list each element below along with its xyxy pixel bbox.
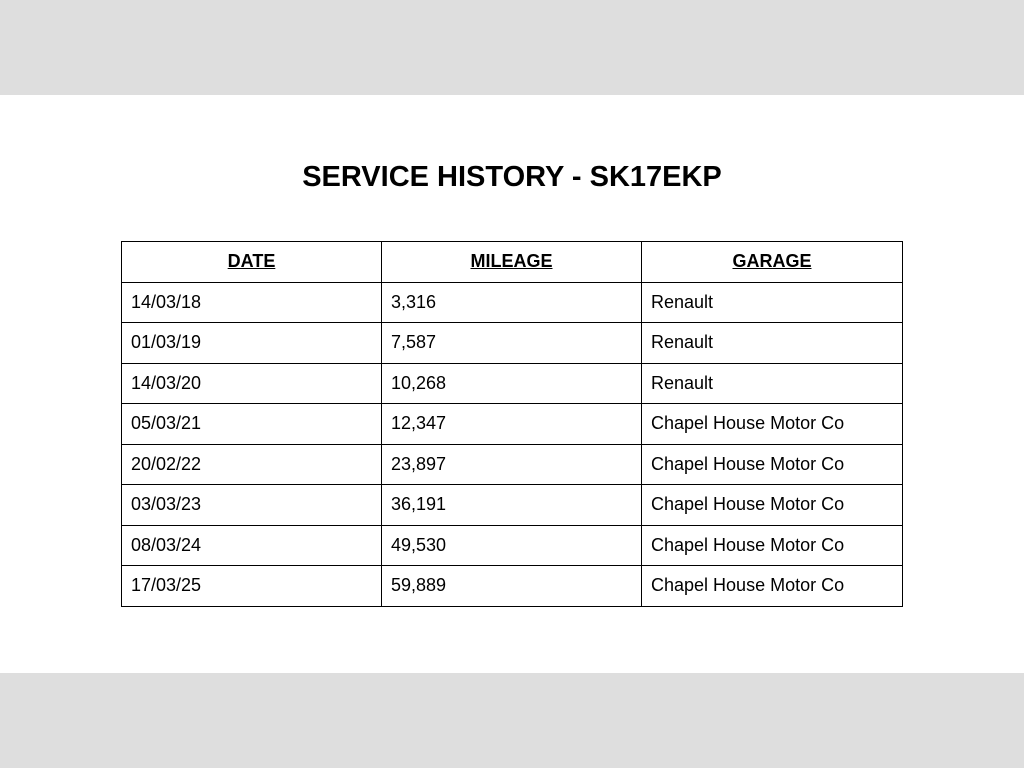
cell-garage: Renault bbox=[642, 363, 903, 404]
slide bbox=[0, 95, 1024, 673]
cell-mileage: 12,347 bbox=[382, 404, 642, 445]
cell-date: 01/03/19 bbox=[122, 323, 382, 364]
cell-garage: Chapel House Motor Co bbox=[642, 485, 903, 526]
cell-date: 20/02/22 bbox=[122, 444, 382, 485]
page-title: SERVICE HISTORY - SK17EKP bbox=[302, 161, 722, 193]
cell-garage: Chapel House Motor Co bbox=[642, 444, 903, 485]
table-row bbox=[122, 404, 903, 445]
cell-date: 14/03/18 bbox=[122, 282, 382, 323]
table-row bbox=[122, 282, 903, 323]
table-header-row bbox=[122, 242, 903, 283]
cell-mileage: 10,268 bbox=[382, 363, 642, 404]
table-row bbox=[122, 363, 903, 404]
cell-mileage: 3,316 bbox=[382, 282, 642, 323]
cell-garage: Chapel House Motor Co bbox=[642, 525, 903, 566]
cell-mileage: 7,587 bbox=[382, 323, 642, 364]
column-header-mileage: MILEAGE bbox=[382, 242, 642, 283]
cell-garage: Renault bbox=[642, 282, 903, 323]
table-row bbox=[122, 444, 903, 485]
table-row bbox=[122, 525, 903, 566]
cell-mileage: 23,897 bbox=[382, 444, 642, 485]
cell-garage: Chapel House Motor Co bbox=[642, 566, 903, 607]
cell-date: 14/03/20 bbox=[122, 363, 382, 404]
cell-mileage: 36,191 bbox=[382, 485, 642, 526]
cell-garage: Chapel House Motor Co bbox=[642, 404, 903, 445]
table-row bbox=[122, 323, 903, 364]
cell-date: 08/03/24 bbox=[122, 525, 382, 566]
cell-mileage: 59,889 bbox=[382, 566, 642, 607]
column-header-garage: GARAGE bbox=[642, 242, 903, 283]
cell-garage: Renault bbox=[642, 323, 903, 364]
cell-date: 17/03/25 bbox=[122, 566, 382, 607]
table-row bbox=[122, 485, 903, 526]
cell-date: 03/03/23 bbox=[122, 485, 382, 526]
column-header-date: DATE bbox=[122, 242, 382, 283]
cell-date: 05/03/21 bbox=[122, 404, 382, 445]
table-row bbox=[122, 566, 903, 607]
service-history-table bbox=[121, 241, 903, 607]
cell-mileage: 49,530 bbox=[382, 525, 642, 566]
